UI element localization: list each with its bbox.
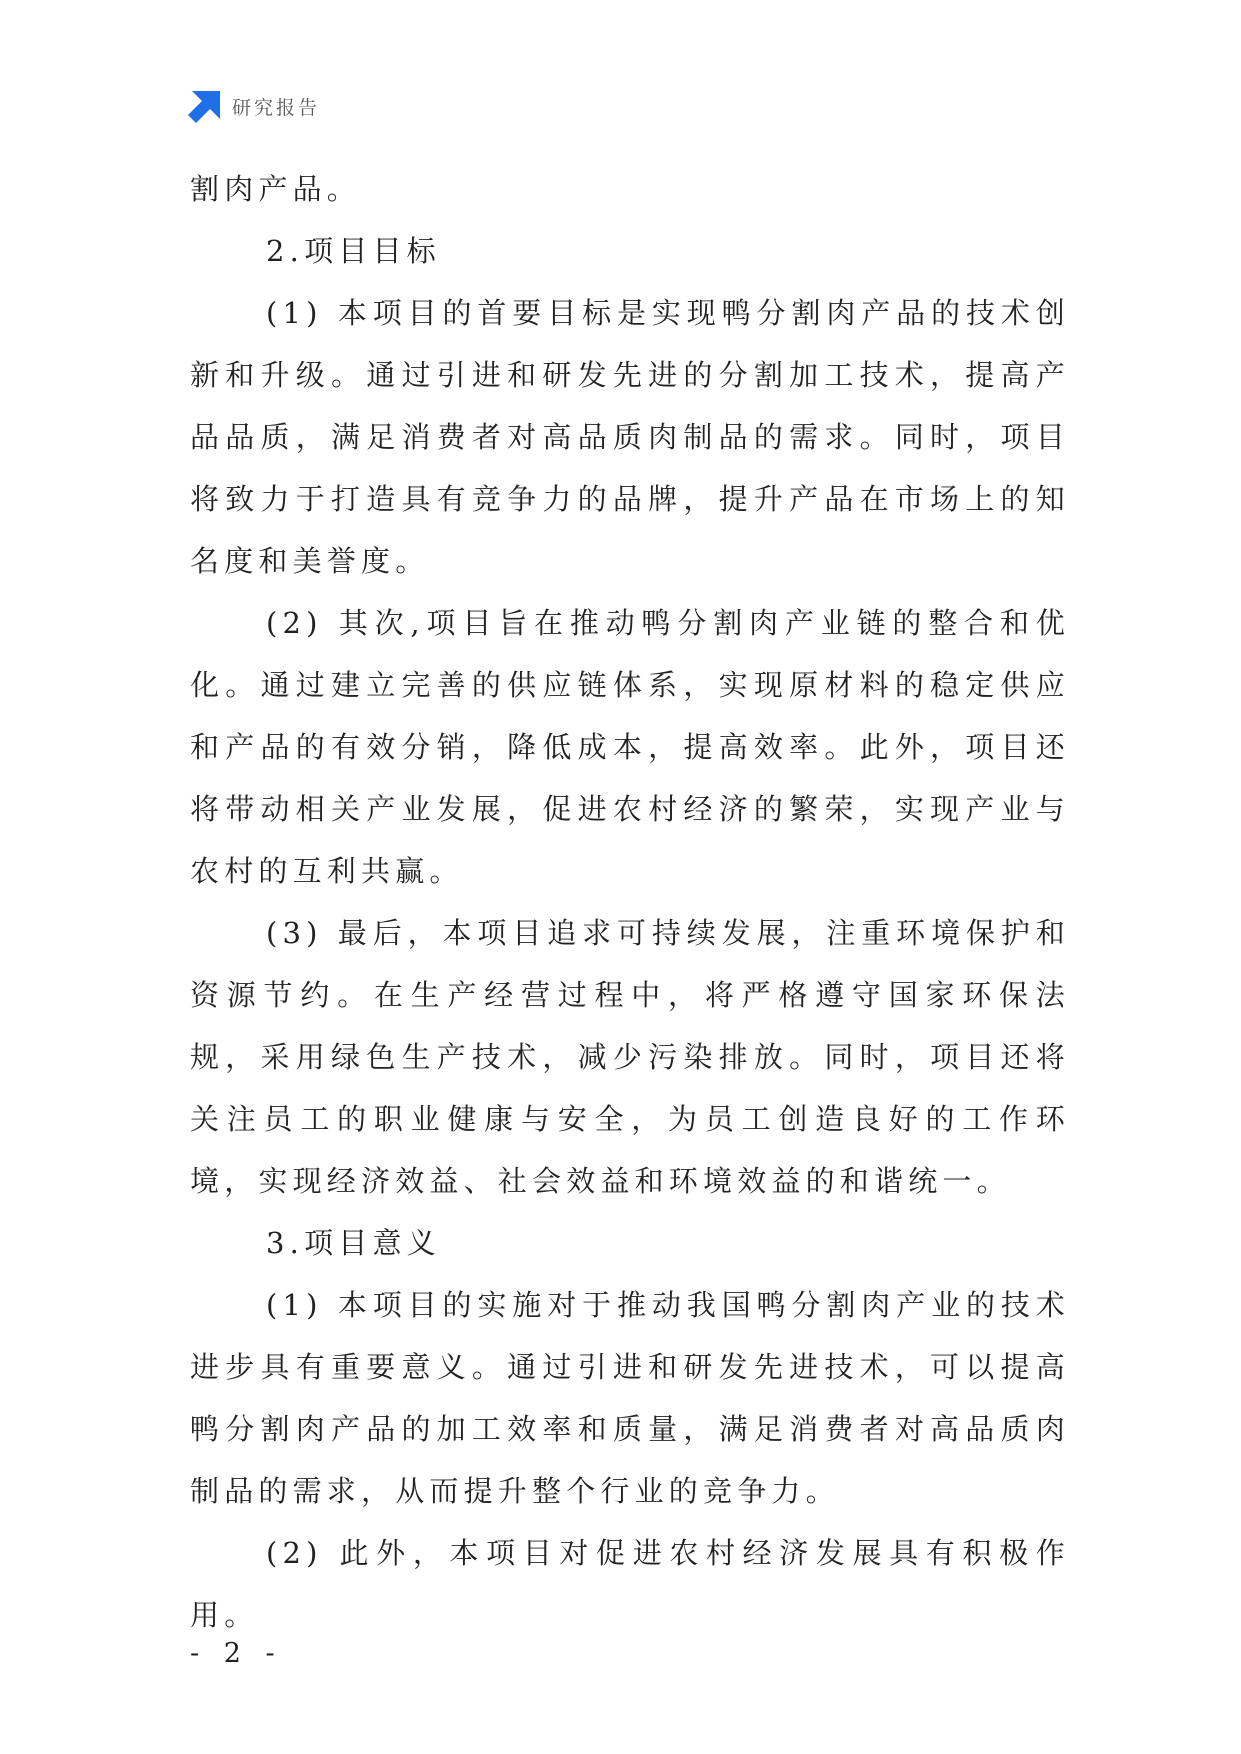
paragraph: 割肉产品。 [190, 172, 362, 206]
page-number: - 2 - [190, 1638, 283, 1669]
header-title: 研究报告 [232, 96, 321, 119]
paragraph: (2) 此外，本项目对促进农村经济发展具有积极作用。 [190, 1536, 1070, 1632]
paragraph: (3) 最后，本项目追求可持续发展，注重环境保护和资源节约。在生产经营过程中，将严格遵守国家环保法规，采用绿色生产技术，减少污染排放。同时，项目还将关注员工的职业健康与安全，为员工创造良好的工作环境，实现经济效益、社会效益和环境效益的和谐统一。 [190, 916, 1070, 1198]
blue-arrow-icon [188, 89, 222, 123]
section-heading: 2.项目目标 [266, 234, 441, 268]
section-heading: 3.项目意义 [266, 1226, 441, 1260]
paragraph: (2) 其次,项目旨在推动鸭分割肉产业链的整合和优化。通过建立完善的供应链体系，实现原材料的稳定供应和产品的有效分销，降低成本，提高效率。此外，项目还将带动相关产业发展，促进农村经济的繁荣，实现产业与农村的互利共赢。 [190, 606, 1070, 888]
paragraph: (1) 本项目的实施对于推动我国鸭分割肉产业的技术进步具有重要意义。通过引进和研发先进技术，可以提高鸭分割肉产品的加工效率和质量，满足消费者对高品质肉制品的需求，从而提升整个行业的竞争力。 [190, 1288, 1070, 1508]
paragraph: (1) 本项目的首要目标是实现鸭分割肉产品的技术创新和升级。通过引进和研发先进的分割加工技术，提高产品品质，满足消费者对高品质肉制品的需求。同时，项目将致力于打造具有竞争力的品牌，提升产品在市场上的知名度和美誉度。 [190, 296, 1070, 578]
document-body [190, 158, 1070, 1646]
page-header [188, 88, 320, 124]
